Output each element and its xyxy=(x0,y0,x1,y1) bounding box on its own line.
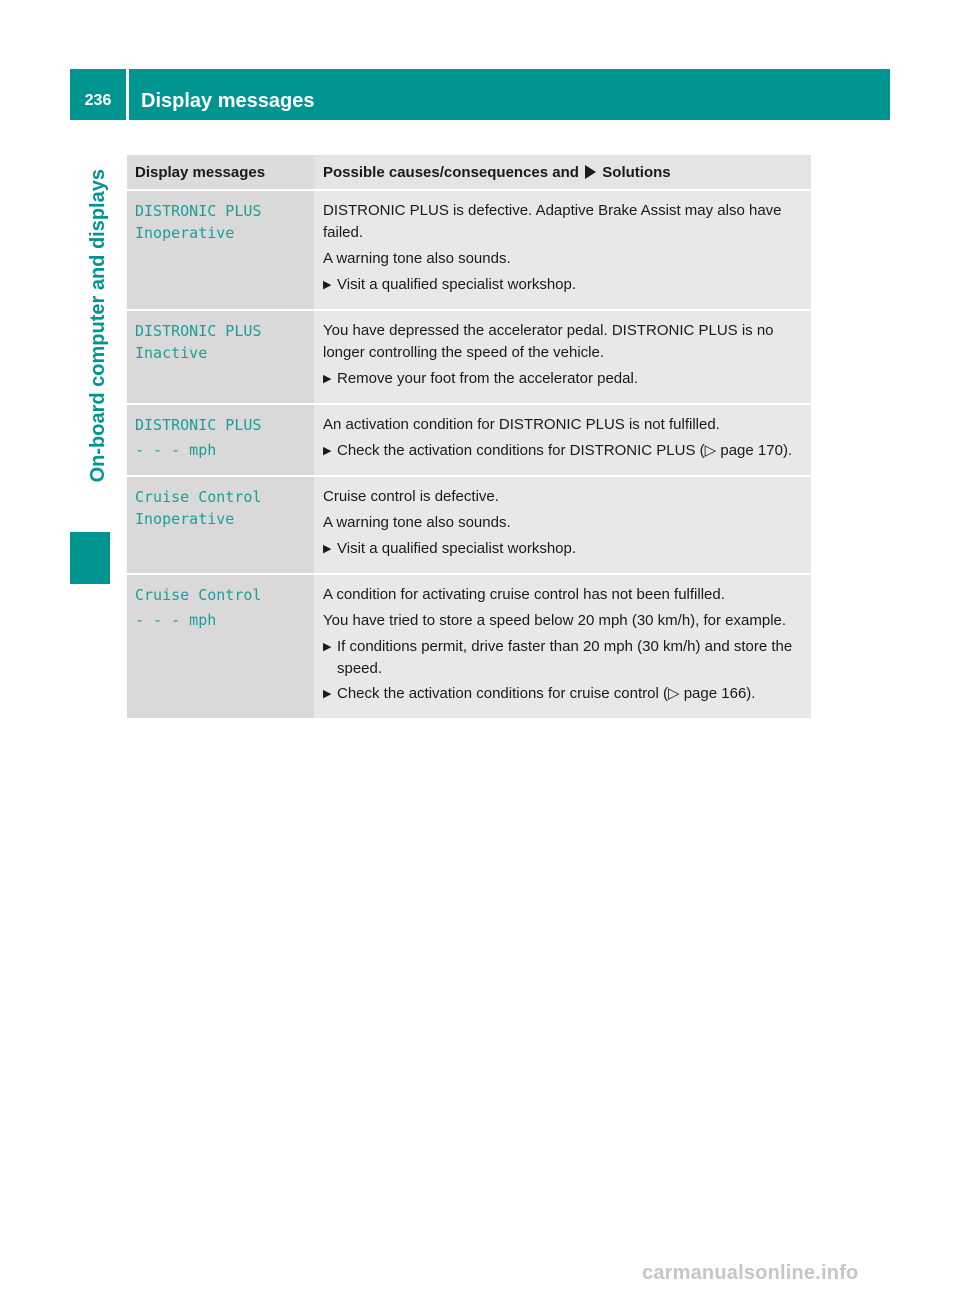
step-text-post: ). xyxy=(782,442,793,459)
message-line-2: - - - mph xyxy=(135,441,217,459)
message-cell xyxy=(127,476,314,574)
step-text: Visit a qualified specialist workshop. xyxy=(337,276,577,293)
step-text: Remove your foot from the accelerator pedal. xyxy=(337,370,638,387)
step-text xyxy=(337,440,792,462)
message-cell xyxy=(127,574,314,719)
column-header-messages: Display messages xyxy=(127,155,314,190)
step-arrow-icon: ▶ xyxy=(323,641,332,653)
step-arrow-icon: ▶ xyxy=(323,373,332,385)
side-tab-label: On-board computer and displays xyxy=(86,169,109,483)
message-line-2: Inactive xyxy=(135,344,208,362)
message-cell xyxy=(127,310,314,404)
solution-step xyxy=(323,440,805,462)
side-tab-marker xyxy=(70,532,110,584)
cause-text: A warning tone also sounds. xyxy=(323,514,511,531)
solution-step xyxy=(323,636,805,680)
table-row xyxy=(127,476,811,574)
table-row xyxy=(127,190,811,310)
column-header-solutions xyxy=(314,155,811,190)
side-tab xyxy=(83,120,113,532)
message-line-1: DISTRONIC PLUS xyxy=(135,202,262,220)
message-cell xyxy=(127,190,314,310)
arrow-right-icon xyxy=(585,165,596,179)
message-cell xyxy=(127,404,314,476)
cause-text: Cruise control is defective. xyxy=(323,488,499,505)
solution-step xyxy=(323,274,805,296)
solution-step xyxy=(323,368,805,390)
step-text xyxy=(337,683,755,705)
page-ref-triangle-icon: ▷ xyxy=(668,685,680,702)
message-line-1: Cruise Control xyxy=(135,586,262,604)
step-arrow-icon: ▶ xyxy=(323,543,332,555)
step-arrow-icon: ▶ xyxy=(323,688,332,700)
header-divider xyxy=(126,69,129,120)
solution-step xyxy=(323,683,805,705)
table-row xyxy=(127,404,811,476)
cause-text: You have depressed the accelerator pedal. DISTRONIC PLUS is no longer controlling the speed of the vehicle. xyxy=(323,322,774,361)
page-reference-link[interactable]: page 170 xyxy=(720,442,783,459)
solution-cell xyxy=(314,190,811,310)
message-line-1: Cruise Control xyxy=(135,488,262,506)
message-line-2: - - - mph xyxy=(135,611,217,629)
step-arrow-icon: ▶ xyxy=(323,445,332,457)
step-text: If conditions permit, drive faster than 20 mph (30 km/h) and store the speed. xyxy=(337,638,793,677)
solution-cell xyxy=(314,310,811,404)
cause-text: An activation condition for DISTRONIC PLUS is not fulfilled. xyxy=(323,416,720,433)
step-text-post: ). xyxy=(746,685,756,702)
page-reference-link[interactable]: page 166 xyxy=(683,685,747,702)
page-title: Display messages xyxy=(141,90,315,112)
table-header-row xyxy=(127,155,811,190)
step-text: Visit a qualified specialist workshop. xyxy=(337,540,577,557)
page-number: 236 xyxy=(84,92,112,109)
message-line-1: DISTRONIC PLUS xyxy=(135,322,262,340)
column-header-solutions-post: Solutions xyxy=(602,164,671,181)
message-line-2: Inoperative xyxy=(135,510,235,528)
solution-step xyxy=(323,538,805,560)
cause-text: A warning tone also sounds. xyxy=(323,250,511,267)
table-row xyxy=(127,574,811,719)
table-row xyxy=(127,310,811,404)
step-text-pre: Check the activation conditions for cruise control ( xyxy=(337,685,668,702)
column-header-solutions-pre: Possible causes/consequences and xyxy=(323,164,579,181)
footer-watermark: carmanualsonline.info xyxy=(642,1262,859,1284)
step-arrow-icon: ▶ xyxy=(323,279,332,291)
cause-text: DISTRONIC PLUS is defective. Adaptive Brake Assist may also have failed. xyxy=(323,202,782,241)
solution-cell xyxy=(314,574,811,719)
solution-cell xyxy=(314,404,811,476)
step-text-pre: Check the activation conditions for DISTRONIC PLUS ( xyxy=(337,442,705,459)
display-messages-table xyxy=(127,155,811,720)
cause-text: A condition for activating cruise control has not been fulfilled. xyxy=(323,586,725,603)
cause-text: You have tried to store a speed below 20 mph (30 km/h), for example. xyxy=(323,612,787,629)
solution-cell xyxy=(314,476,811,574)
message-line-2: Inoperative xyxy=(135,224,235,242)
message-line-1: DISTRONIC PLUS xyxy=(135,416,262,434)
page-ref-triangle-icon: ▷ xyxy=(704,442,717,459)
